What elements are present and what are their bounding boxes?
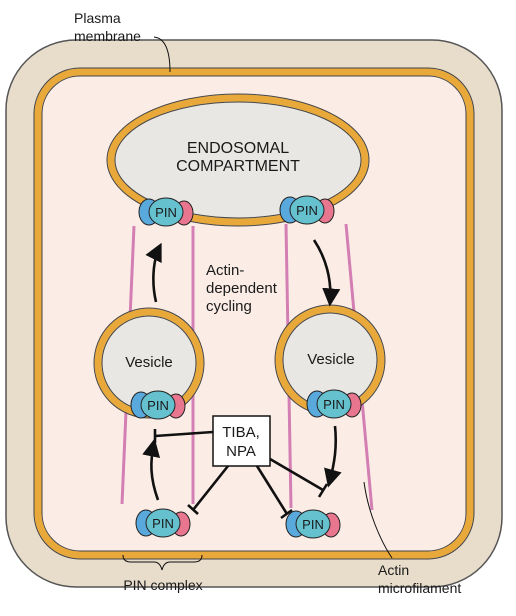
endosomal-label-line2: COMPARTMENT bbox=[176, 158, 300, 175]
pin-protein-complex-icon bbox=[139, 198, 193, 226]
actin-cycling-label-line2: dependent bbox=[206, 280, 277, 297]
vesicle-left-label: Vesicle bbox=[125, 354, 173, 371]
actin-microfilament-label-line2: microfilament bbox=[378, 580, 462, 596]
actin-microfilament-label-line1: Actin bbox=[378, 562, 410, 578]
pin-protein-complex-icon bbox=[307, 390, 361, 418]
inhibitor-label-line2: NPA bbox=[226, 443, 256, 460]
pin-protein-complex-icon bbox=[286, 510, 340, 538]
pin-protein-complex-icon bbox=[131, 391, 185, 419]
actin-cycling-label-line1: Actin- bbox=[206, 262, 245, 279]
pin-label: PIN bbox=[147, 398, 169, 413]
plasma-membrane-label-line1: Plasma bbox=[74, 10, 121, 26]
actin-cycling-label-line3: cycling bbox=[206, 298, 252, 315]
pin-label: PIN bbox=[155, 205, 177, 220]
pin-protein-complex-icon bbox=[280, 196, 334, 224]
inhibitor-label-line1: TIBA, bbox=[222, 424, 260, 441]
pin-complex-label: PIN complex bbox=[123, 577, 203, 593]
pin-label: PIN bbox=[302, 517, 324, 532]
endosomal-label-line1: ENDOSOMAL bbox=[186, 140, 290, 157]
plasma-membrane-label-line2: membrane bbox=[74, 28, 141, 44]
pin-label: PIN bbox=[296, 203, 318, 218]
pin-label: PIN bbox=[323, 397, 345, 412]
vesicle-right-label: Vesicle bbox=[307, 351, 355, 368]
pin-label: PIN bbox=[152, 516, 174, 531]
pin-protein-complex-icon bbox=[136, 509, 190, 537]
